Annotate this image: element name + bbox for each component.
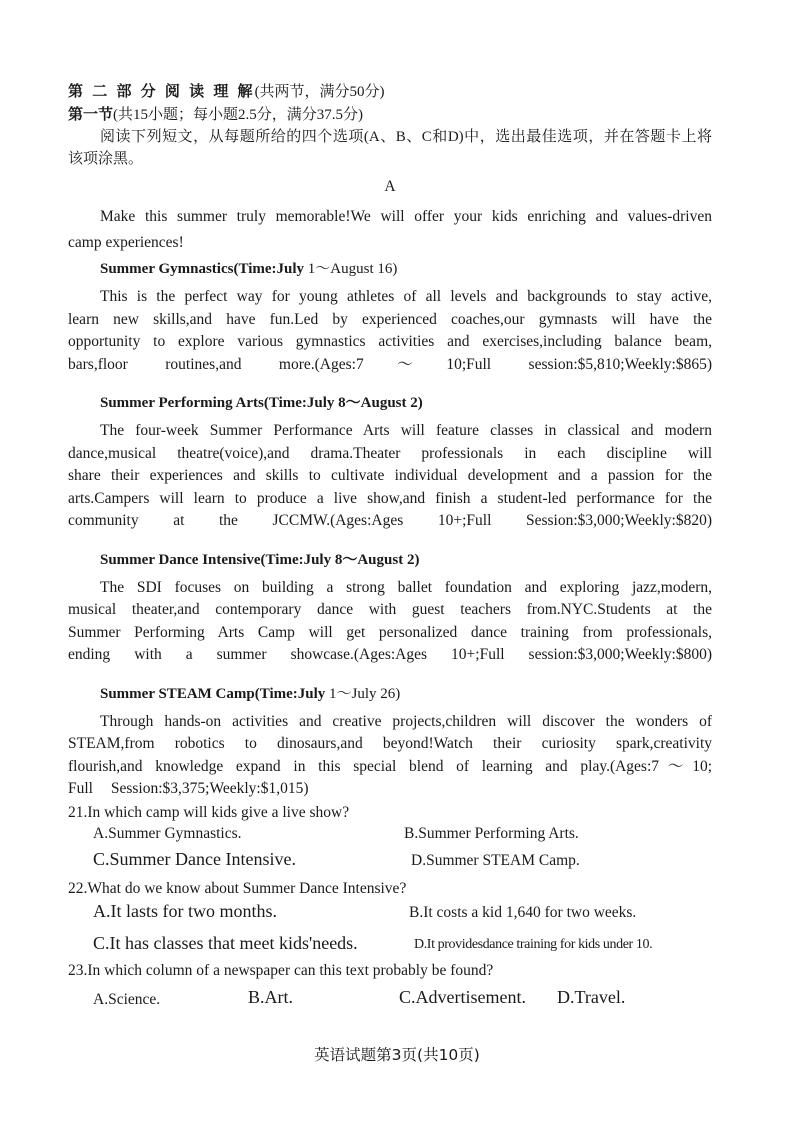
- desc-line: opportunity to explore various gymnastics activities and exercises,including balance beam,: [68, 333, 712, 350]
- passage-intro-line-2: camp experiences!: [68, 234, 184, 251]
- option-b[interactable]: B.It costs a kid 1,640 for two weeks.: [409, 903, 637, 921]
- camp-title-bold: Summer Gymnastics(Time:July: [100, 261, 305, 277]
- camp-title-dance-intensive: [100, 549, 712, 571]
- option-a[interactable]: A.It lasts for two months.: [93, 900, 277, 921]
- camp-title-rest: 1～August 16): [304, 261, 398, 277]
- section-title-rest: (共两节，满分50分): [254, 84, 385, 100]
- subsection-title-bold: 第一节: [68, 105, 114, 123]
- camp-title-steam: [100, 683, 712, 705]
- desc-line: This is the perfect way for young athletes of all levels and backgrounds to stay active,: [100, 288, 712, 305]
- subsection-title: [68, 103, 712, 126]
- page-footer: 英语试题第3页(共10页): [314, 1046, 480, 1064]
- camp-title-bold: Summer STEAM Camp(Time:July: [100, 685, 326, 702]
- section-title-bold: 第 二 部 分 阅 读 理 解: [68, 82, 255, 100]
- option-a[interactable]: A.Science.: [93, 990, 161, 1008]
- question-21-options-row-2: [68, 849, 712, 877]
- question-22-options: [68, 901, 712, 929]
- instruction-line-2: 该项涂黑。: [68, 151, 144, 167]
- exam-page: [68, 80, 712, 1017]
- desc-line: Through hands-on activities and creative projects,children will discover the wonders of: [100, 712, 712, 730]
- desc-line: Summer Performing Arts Camp will get personalized dance training from professionals,: [68, 623, 712, 641]
- desc-line: musical theater,and contemporary dance with guest teachers from.NYC.Students at the: [68, 601, 712, 618]
- option-c[interactable]: C.Summer Dance Intensive.: [93, 848, 296, 869]
- option-b[interactable]: B.Art.: [248, 986, 293, 1007]
- desc-line: share their experiences and skills to cultivate individual development and a passion for the: [68, 467, 712, 484]
- section-title: [68, 80, 712, 103]
- desc-line: The SDI focuses on building a strong ballet foundation and exploring jazz,modern,: [100, 578, 712, 596]
- camp-desc-dance-intensive: [68, 577, 712, 667]
- passage-intro-line-1: Make this summer truly memorable!We will offer your kids enriching and values-driven: [100, 208, 712, 225]
- desc-line: STEAM,from robotics to dinosaurs,and beyond!Watch their curiosity spark,creativity: [68, 735, 712, 752]
- camp-desc-steam: [68, 711, 712, 801]
- camp-title-performing-arts: [100, 392, 712, 414]
- option-c[interactable]: C.It has classes that meet kids'needs.: [93, 932, 358, 953]
- option-c[interactable]: C.Advertisement.: [399, 986, 526, 1007]
- option-a[interactable]: A.Summer Gymnastics.: [93, 824, 242, 842]
- camp-desc-performing-arts: [68, 420, 712, 533]
- camp-title-bold: Summer Performing Arts(Time:July 8～August 2): [100, 395, 423, 411]
- subsection-title-rest: (共15小题；每小题2.5分，满分37.5分): [113, 107, 364, 123]
- desc-line: dance,musical theatre(voice),and drama.Theater professionals in each discipline will: [68, 444, 712, 462]
- desc-line: community at the JCCMW.(Ages:Ages 10+;Full Session:$3,000;Weekly:$820): [68, 512, 712, 529]
- question-21-options: [68, 825, 712, 849]
- question-23: 23.In which column of a newspaper can this text probably be found?: [68, 961, 494, 979]
- passage-letter: A: [384, 178, 396, 195]
- desc-line: The four-week Summer Performance Arts will feature classes in classical and modern: [100, 422, 712, 439]
- desc-line: flourish,and knowledge expand in this special blend of learning and play.(Ages:7～10;: [68, 757, 712, 775]
- camp-desc-gymnastics: [68, 286, 712, 376]
- desc-line: Full Session:$3,375;Weekly:$1,015): [68, 780, 309, 797]
- camp-title-bold: Summer Dance Intensive(Time:July 8～August 2): [100, 551, 420, 568]
- question-22-options-row-2: [68, 933, 712, 959]
- option-d[interactable]: D.It providesdance training for kids under 10.: [414, 936, 653, 952]
- question-22: 22.What do we know about Summer Dance Intensive?: [68, 879, 407, 897]
- option-d[interactable]: D.Summer STEAM Camp.: [411, 851, 580, 869]
- question-21: 21.In which camp will kids give a live show?: [68, 803, 350, 821]
- desc-line: bars,floor routines,and more.(Ages:7～10;Full session:$5,810;Weekly:$865): [68, 355, 712, 373]
- instruction-line-1: 阅读下列短文，从每题所给的四个选项(A、B、C和D)中，选出最佳选项，并在答题卡上将: [100, 129, 712, 145]
- desc-line: ending with a summer showcase.(Ages:Ages 10+;Full session:$3,000;Weekly:$800): [68, 646, 712, 663]
- option-b[interactable]: B.Summer Performing Arts.: [404, 824, 579, 842]
- camp-title-rest: 1～July 26): [325, 685, 401, 702]
- desc-line: learn new skills,and have fun.Led by experienced coaches,our gymnasts will have the: [68, 310, 712, 328]
- option-d[interactable]: D.Travel.: [557, 986, 626, 1007]
- desc-line: arts.Campers will learn to produce a live show,and finish a student-led performance for the: [68, 489, 712, 507]
- question-23-options: [68, 985, 712, 1017]
- camp-title-gymnastics: [100, 258, 712, 280]
